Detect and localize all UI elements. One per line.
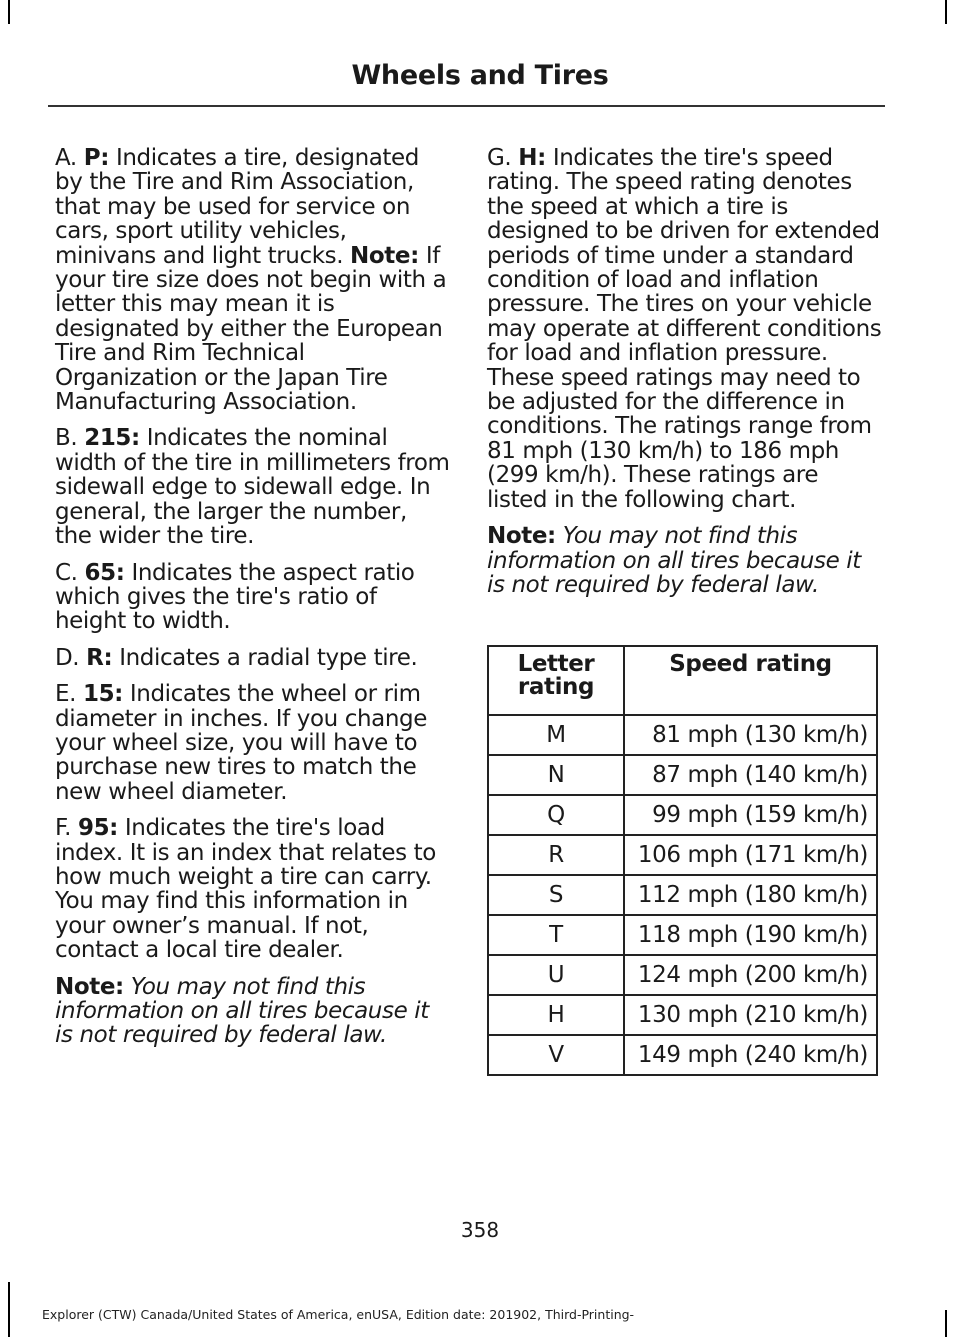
tire-code-item-d: D. R: Indicates a radial type tire. (55, 644, 418, 671)
tire-code-item-f: F. 95: Indicates the tire's load index. It is an index that relates to how much weight a tire can carry. You may find this information in your owner’s manual. If not, contact a local tire dealer. (55, 815, 436, 964)
speed-cell: 81 mph (130 km/h) (624, 715, 877, 755)
crop-mark-bottom-left (8, 1282, 10, 1337)
footer-edition-info: Explorer (CTW) Canada/United States of America, enUSA, Edition date: 201902, Third-Printing- (42, 1307, 635, 1322)
speed-cell: 130 mph (210 km/h) (624, 995, 877, 1035)
table-header-row (488, 646, 877, 715)
letter-cell: N (488, 755, 624, 795)
table-row (488, 1035, 877, 1075)
tire-code-item-c: C. 65: Indicates the aspect ratio which gives the tire's ratio of height to width. (55, 559, 415, 635)
table-row (488, 875, 877, 915)
speed-cell: 99 mph (159 km/h) (624, 795, 877, 835)
left-column (55, 146, 450, 1060)
crop-mark-bottom-right (945, 1310, 947, 1337)
page-number: 358 (460, 1218, 500, 1242)
table-row (488, 755, 877, 795)
crop-mark-top-left (8, 0, 10, 24)
tire-code-item-b: B. 215: Indicates the nominal width of the tire in millimeters from sidewall edge to sidewall edge. In general, the larger the number, the wider the tire. (55, 425, 450, 550)
speed-cell: 106 mph (171 km/h) (624, 835, 877, 875)
speed-cell: 118 mph (190 km/h) (624, 915, 877, 955)
tire-code-item-e: E. 15: Indicates the wheel or rim diameter in inches. If you change your wheel size, you will have to purchase new tires to match the new wheel diameter. (55, 681, 428, 805)
right-note: Note: You may not find this information on all tires because it is not required by federal law. (487, 523, 861, 598)
letter-cell: U (488, 955, 624, 995)
speed-cell: 124 mph (200 km/h) (624, 955, 877, 995)
letter-cell: H (488, 995, 624, 1035)
header-divider (48, 105, 885, 107)
letter-cell: S (488, 875, 624, 915)
speed-cell: 112 mph (180 km/h) (624, 875, 877, 915)
speed-cell: 149 mph (240 km/h) (624, 1035, 877, 1075)
crop-mark-top-right (945, 0, 947, 24)
speed-rating-table (487, 645, 878, 1076)
table-row (488, 955, 877, 995)
right-column (487, 146, 882, 609)
table-row (488, 835, 877, 875)
column-header-speed-rating: Speed rating (624, 646, 877, 715)
table-row (488, 715, 877, 755)
letter-cell: R (488, 835, 624, 875)
left-note: Note: You may not find this information on all tires because it is not required by federal law. (55, 973, 429, 1049)
letter-cell: T (488, 915, 624, 955)
table-row (488, 995, 877, 1035)
tire-code-item-a: A. P: Indicates a tire, designated by the Tire and Rim Association, that may be used for service on cars, sport utility vehicles, minivans and light trucks. Note: If your tire size does not begin with a letter this may mean it is designated by either the European Tire and Rim Technical Organization or the Japan Tire Manufacturing Association. (55, 145, 447, 416)
letter-cell: M (488, 715, 624, 755)
column-header-letter-rating: Letter rating (488, 646, 624, 715)
letter-cell: Q (488, 795, 624, 835)
tire-code-item-g: G. H: Indicates the tire's speed rating. The speed rating denotes the speed at which a tire is designed to be driven for extended periods of time under a standard condition of load and inflation pressure. The tires on your vehicle may operate at different conditions for load and inflation pressure. These speed ratings may need to be adjusted for the difference in conditions. The ratings range from 81 mph (130 km/h) to 186 mph (299 km/h). These ratings are listed in the following chart. (487, 145, 882, 513)
table-row (488, 795, 877, 835)
page-title: Wheels and Tires (351, 60, 609, 91)
speed-cell: 87 mph (140 km/h) (624, 755, 877, 795)
letter-cell: V (488, 1035, 624, 1075)
table-row (488, 915, 877, 955)
